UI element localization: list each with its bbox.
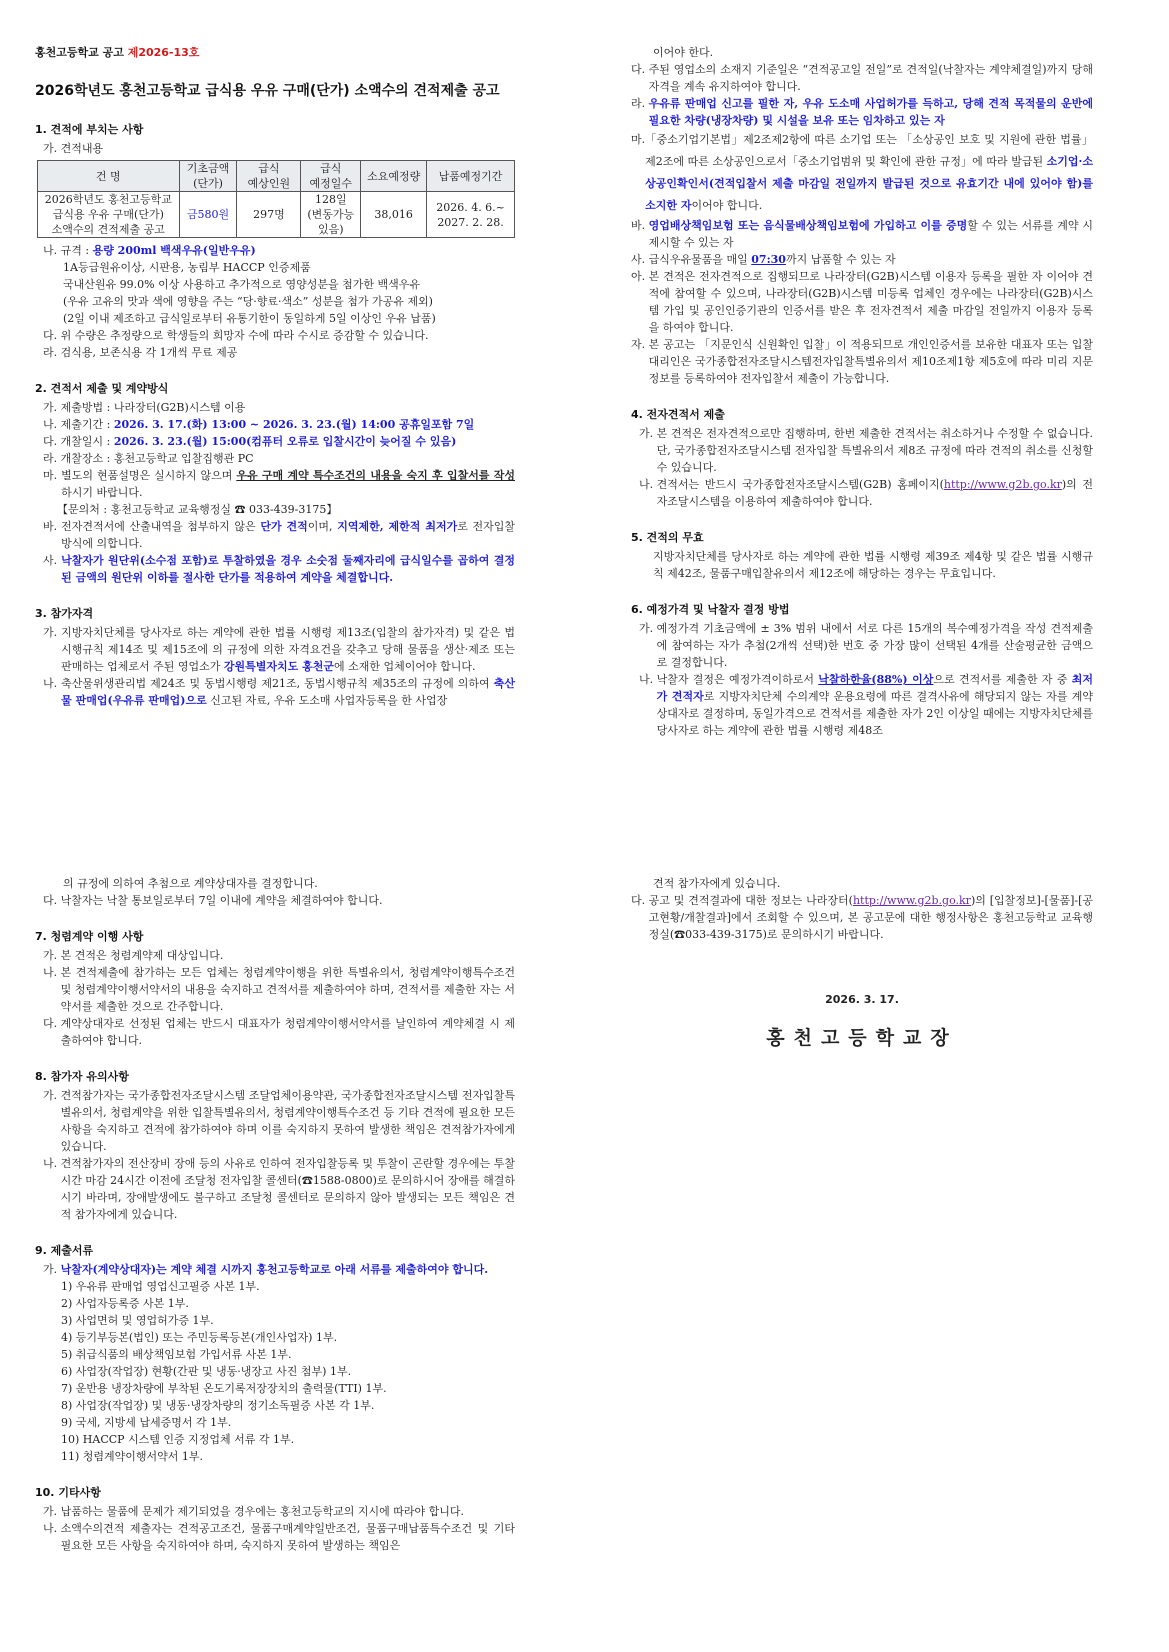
page1-left-column	[35, 44, 515, 709]
list-item: 11) 청렴계약이행서약서 1부.	[61, 1450, 204, 1463]
list-item: 6) 사업장(작업장) 현황(간판 및 냉동·냉장고 사진 첨부) 1부.	[61, 1365, 352, 1378]
s5-text: 지방자치단체를 당사자로 하는 계약에 관한 법률 시행령 제39조 제4항 및 같은 법률 시행규칙 제42조, 물품구매입찰유의서 제12조에 해당하는 경우는 무효입니다.	[653, 550, 1093, 580]
s3-ma-1: 「중소기업기본법」제2조제2항에 따른 소기업 또는 「소상공인 보호 및 지원에 관한 법률」제2조에 따른 소상공인으로서「중소기업범위 및 확인에 관한 규정」에 따라 발급된	[645, 133, 1093, 168]
s2-sa-text: 낙찰자가 원단위(소수점 포함)로 투찰하였을 경우 소숫점 둘째자리에 급식일수를 곱하여 결정된 금액의 원단위 이하를 절사한 단가를 적용하여 계약을 체결합니다.	[61, 554, 515, 584]
s10-na-text: 소액수의견적 제출자는 견적공고조건, 물품구매계약일반조건, 물품구매납품특수조건 및 기타 필요한 모든 사항을 숙지하여야 하며, 숙지하지 못하여 발생하는 책임은	[60, 1522, 515, 1552]
opening-datetime: 2026. 3. 23.(월) 15:00(컴퓨터 오류로 입찰시간이 늦어질 수 있음)	[113, 435, 457, 448]
s7-da: 다. 계약상대자로 선정된 업체는 반드시 대표자가 청렴계약이행서약서를 날인하여 계약체결 시 제출하여야 합니다.	[43, 1017, 515, 1047]
s10-na: 나. 소액수의견적 제출자는 견적공고조건, 물품구매계약일반조건, 물품구매납품특수조건 및 기타 필요한 모든 사항을 숙지하여야 하며, 숙지하지 못하여 발생하는 책임은	[43, 1522, 515, 1552]
s10-da: 다. 공고 및 견적결과에 대한 정보는 나라장터(http://www.g2b.go.kr)의 [입찰정보]-[물품]-[공고현황/개찰결과]에서 조회할 수 있으며, 본 공고문에 대한 행정사항은 홍천고등학교 교육행정실(☎033-439-3175)로 문의하시기 바랍니다.	[631, 894, 1094, 941]
s1-ra: 라. 검식용, 보존식용 각 1개씩 무료 제공	[43, 346, 238, 359]
s3-ga-3: 에 소재한 업체이어야 합니다.	[333, 660, 476, 673]
estimate-table-header	[38, 161, 515, 192]
s6-na-cont: 의 규정에 의하여 추첨으로 계약상대자를 결정합니다.	[63, 877, 318, 890]
s3-ma-3: 이어야 합니다.	[691, 199, 763, 212]
td-period: 2026. 4. 6.~ 2027. 2. 28.	[427, 192, 515, 238]
th-days: 급식 예정일수	[301, 161, 361, 192]
section-3-heading: 3. 참가자격	[35, 607, 94, 620]
s9-ga-text: 낙찰자(계약상대자)는 계약 체결 시까지 홍천고등학교로 아래 서류를 제출하여야 합니다.	[60, 1263, 489, 1276]
s3-ra-text: 우유류 판매업 신고를 필한 자, 우유 도소매 사업허가를 득하고, 당해 견적 목적물의 운반에 필요한 차량(냉장차량) 및 시설을 보유 또는 임차하고 있는 자	[648, 97, 1093, 127]
s4-ga-text: 본 견적은 전자견적으로만 집행하며, 한번 제출한 견적서는 취소하거나 수정할 수 없습니다. 단, 국가종합전자조달시스템 전자입찰 특별유의서 제8조 규정에 따라 견적의 취소를 신청할 수 있습니다.	[656, 427, 1093, 474]
s2-ma-mark: 마.	[43, 469, 58, 482]
signoff-date: 2026. 3. 17.	[825, 993, 899, 1006]
s2-na	[35, 416, 515, 433]
section-4-heading: 4. 전자견적서 제출	[631, 408, 725, 421]
s3-da: 다. 주된 영업소의 소재지 기준일은 “견적공고일 전일”로 견적일(낙찰자는 계약체결일)까지 당해자격을 계속 유지하여야 합니다.	[631, 63, 1093, 93]
s4-na-2: )의 전자조달시스템을 이용하여 제출하여야 합니다.	[656, 478, 1093, 508]
section-7-heading: 7. 청렴계약 이행 사항	[35, 930, 144, 943]
s2-ma-1: 별도의 현품설명은 실시하지 않으며	[61, 469, 237, 482]
s1-na-prefix: 나. 규격 :	[43, 244, 93, 257]
s7-na-text: 본 견적제출에 참가하는 모든 업체는 청렴계약이행을 위한 특별유의서, 청렴계약이행특수조건 및 청렴계약이행서약서의 내용을 숙지하고 견적서를 제출하여야 하며, 견적서를 제출한 자는 서약서를 제출한 것으로 간주합니다.	[60, 966, 515, 1013]
s2-ma-2: 우유 구매 계약 특수조건의 내용을 숙지 후 입찰서를 작성	[236, 469, 515, 482]
list-item: 8) 사업장(작업장) 및 냉동·냉장차량의 정기소독필증 사본 각 1부.	[61, 1399, 375, 1412]
list-item: 4) 등기부등본(법인) 또는 주민등록등본(개인사업자) 1부.	[61, 1331, 338, 1344]
section-8-heading: 8. 참가자 유의사항	[35, 1070, 129, 1083]
td-headcount: 297명	[237, 192, 301, 238]
th-base-price: 기초금액 (단가)	[179, 161, 237, 192]
s2-ba-1: 전자견적서에 산출내역을 첨부하지 않은	[61, 520, 261, 533]
s2-ba-4: 지역제한, 제한적 최저가	[337, 520, 458, 533]
s6-na-3: 으로 견적서를 제출한 자 중	[933, 673, 1072, 686]
list-item: 7) 운반용 냉장차량에 부착된 온도기록저장장치의 출력물(TTI) 1부.	[61, 1382, 387, 1395]
g2b-link[interactable]: http://www.g2b.go.kr	[943, 478, 1062, 491]
s2-sa	[35, 552, 515, 586]
s2-ba-3: 이며,	[307, 520, 338, 533]
s3-sa-3: 까지 납품할 수 있는 자	[785, 253, 896, 266]
g2b-link[interactable]: http://www.g2b.go.kr	[852, 894, 971, 907]
s2-ra: 라. 개찰장소 : 홍천고등학교 입찰집행관 PC	[43, 452, 254, 465]
td-base-price: 금580원	[179, 192, 237, 238]
submission-period: 2026. 3. 17.(화) 13:00 ~ 2026. 3. 23.(월) 14:00 공휴일포함 7일	[113, 418, 475, 431]
s3-sa: 사. 급식우유물품을 매일 07:30까지 납품할 수 있는 자	[631, 253, 896, 266]
th-headcount: 급식 예상인원	[237, 161, 301, 192]
s2-ma	[35, 467, 515, 501]
th-quantity: 소요예정량	[361, 161, 427, 192]
list-item: 9) 국세, 지방세 납세증명서 각 1부.	[61, 1416, 232, 1429]
s3-na-1: 축산물위생관리법 제24조 및 동법시행령 제21조, 동법시행규칙 제35조의 규정에 의하여	[61, 677, 494, 690]
s8-na-text: 견적참가자의 전산장비 장애 등의 사유로 인하여 전자입찰등록 및 투찰이 곤란할 경우에는 투찰시간 마감 24시간 이전에 조달청 전자입찰 콜센터(☎1588-0800)로 문의하시어 장애를 해결하시기 바라며, 장애발생에도 불구하고 조달청 콜센터로 문의하지 않아 발생되는 모든 책임은 견적 참가자에게 있습니다.	[60, 1157, 515, 1221]
s1-na-line-1: 1A등급원유이상, 시판용, 농림부 HACCP 인증제품	[63, 261, 311, 274]
s3-na-mark: 나.	[43, 677, 58, 690]
s8-ga-text: 견적참가자는 국가종합전자조달시스템 조달업체이용약관, 국가종합전자조달시스템 전자입찰특별유의서, 청렴계약을 위한 입찰특별유의서, 청렴계약이행특수조건 등 기타 견적에 필요한 모든 사항을 숙지하고 견적에 참가하여야 하며 이를 숙지하지 못하여 발생한 책임은 견적참가자에게 있습니다.	[60, 1089, 515, 1153]
s6-na-5: 로 지방자치단체 수의계약 운용요령에 따른 결격사유에 해당되지 않는 자를 계약상대자로 결정하며, 동일가격으로 견적서를 제출한 자가 2인 이상일 때에는 지방자치단체를 당사자로 하는 계약에 관한 법률 시행령 제48조	[656, 690, 1093, 737]
s3-na-2: 축산물 판매업(우유류 판매업)으로	[61, 677, 515, 707]
s3-na-cont: 이어야 한다.	[653, 46, 714, 59]
list-item: 5) 취급식품의 배상책임보험 가입서류 사본 1부.	[61, 1348, 292, 1361]
document-list	[35, 1278, 515, 1465]
delivery-time: 07:30	[751, 253, 786, 266]
section-5-heading: 5. 견적의 무효	[631, 531, 704, 544]
s7-ga: 가. 본 견적은 청렴계약제 대상입니다.	[35, 947, 515, 964]
s2-ga: 가. 제출방법 : 나라장터(G2B)시스템 이용	[43, 401, 246, 414]
page2-right-column	[631, 875, 1093, 1047]
list-item: 3) 사업면허 및 영업허가증 1부.	[61, 1314, 214, 1327]
s1-na	[35, 242, 515, 259]
s10-da-2: )의 [입찰정보]-[물품]-[공고현황/개찰결과]에서 조회할 수 있으며, 본 공고문에 대한 행정사항은 홍천고등학교 교육행정실(☎033-439-3175)로 문의하시기 바랍니다.	[648, 894, 1094, 941]
signoff-principal: 홍천고등학교장	[766, 1027, 958, 1049]
s6-da: 다. 낙찰자는 낙찰 통보일로부터 7일 이내에 계약을 체결하여야 합니다.	[43, 894, 383, 907]
s2-sa-mark: 사.	[43, 554, 58, 567]
lowest-bidder: 최저가 견적자	[656, 673, 1093, 703]
milk-spec: 용량 200ml 백색우유(일반우유)	[92, 244, 256, 257]
s2-da	[35, 433, 515, 450]
page2-left-column	[35, 875, 515, 1554]
td-days: 128일 (변동가능 있음)	[301, 192, 361, 238]
s3-sa-1: 급식우유물품을 매일	[648, 253, 752, 266]
s10-na-cont: 견적 참가자에게 있습니다.	[653, 877, 781, 890]
list-item: 1) 우유류 판매업 영업신고필증 사본 1부.	[61, 1280, 260, 1293]
s7-na: 나. 본 견적제출에 참가하는 모든 업체는 청렴계약이행을 위한 특별유의서, 청렴계약이행특수조건 및 청렴계약이행서약서의 내용을 숙지하고 견적서를 제출하여야 하며, 견적서를 제출한 자는 서약서를 제출한 것으로 간주합니다.	[43, 966, 515, 1013]
s3-a-text: 본 견적은 전자견적으로 집행되므로 나라장터(G2B)시스템 이용자 등록을 필한 자 이어야 견적에 참여할 수 있으며, 나라장터(G2B)시스템 미등록 업체인 경우에는 나라장터(G2B)시스템 가입 및 공인인증기관의 인증서를 받은 후 전자견적서 제출 마감일 전일까지 이용자 등록을 하여야 합니다.	[648, 270, 1093, 334]
s2-na-prefix: 나. 제출기간 :	[43, 418, 114, 431]
td-quantity: 38,016	[361, 192, 427, 238]
s3-ba-1: 영업배상책임보험 또는 음식물배상책임보험에 가입하고 이를 증명	[648, 219, 968, 232]
s3-ja-text: 본 공고는 「지문인식 신원확인 입찰」이 적용되므로 개인인증서를 보유한 대표자 또는 입찰대리인은 국가종합전자조달시스템전자입찰특별유의서 제10조제1항 제5호에 따라 미리 지문정보를 등록하여야 전자입찰서 제출이 가능합니다.	[648, 338, 1093, 385]
s8-ga: 가. 견적참가자는 국가종합전자조달시스템 조달업체이용약관, 국가종합전자조달시스템 전자입찰특별유의서, 청렴계약을 위한 입찰특별유의서, 청렴계약이행특수조건 등 기타 견적에 필요한 모든 사항을 숙지하고 견적에 참가하여야 하며 이를 숙지하지 못하여 발생한 책임은 견적참가자에게 있습니다.	[43, 1089, 515, 1153]
s1-na-line-2: 국내산원유 99.0% 이상 사용하고 추가적으로 영양성분을 첨가한 백색우유	[63, 278, 420, 291]
section-9-heading: 9. 제출서류	[35, 1244, 94, 1257]
s2-da-prefix: 다. 개찰일시 :	[43, 435, 114, 448]
section-10-heading: 10. 기타사항	[35, 1486, 101, 1499]
s4-na: 나. 견적서는 반드시 국가종합전자조달시스템(G2B) 홈페이지(http://www.g2b.go.kr)의 전자조달시스템을 이용하여 제출하여야 합니다.	[639, 478, 1093, 508]
s3-ma: 마. 「중소기업기본법」제2조제2항에 따른 소기업 또는 「소상공인 보호 및 지원에 관한 법률」제2조에 따른 소상공인으로서「중소기업범위 및 확인에 관한 규정」에 따라 발급된 소기업·소상공인확인서(견적입찰서 제출 마감일 전일까지 발급된 것으로 유효기간 내에 있어야 함)를 소지한 자이어야 합니다.	[631, 133, 1093, 212]
lower-limit-rate: 낙찰하한율(88%) 이상	[818, 673, 934, 686]
s2-ba	[35, 518, 515, 552]
s3-ga-1: 지방자치단체를 당사자로 하는 계약에 관한 법률 시행령 제13조(입찰의 참가자격) 및 같은 법 시행규칙 제14조 및 제15조에 의 규정에 의한 자격요건을 갖추고 당해 물품을 생산·제조 또는 판매하는 업체로서 주된 영업소가	[61, 626, 515, 673]
s4-ga: 가. 본 견적은 전자견적으로만 집행하며, 한번 제출한 견적서는 취소하거나 수정할 수 없습니다. 단, 국가종합전자조달시스템 전자입찰 특별유의서 제8조 규정에 따라 견적의 취소를 신청할 수 있습니다.	[639, 427, 1093, 474]
s9-ga: 가. 낙찰자(계약상대자)는 계약 체결 시까지 홍천고등학교로 아래 서류를 제출하여야 합니다.	[35, 1261, 515, 1278]
s6-ga: 가. 예정가격 기초금액에 ± 3% 범위 내에서 서로 다른 15개의 복수예정가격을 작성 견적제출에 참여하는 자가 추첨(2개씩 선택)한 번호 중 가장 많이 선택된 4개를 산술평균한 금액으로 결정합니다.	[639, 622, 1093, 669]
s10-da-1: 공고 및 견적결과에 대한 정보는 나라장터(	[648, 894, 853, 907]
s2-contact: 【문의처 : 홍천고등학교 교육행정실 ☎ 033-439-3175】	[57, 503, 338, 516]
s7-da-text: 계약상대자로 선정된 업체는 반드시 대표자가 청렴계약이행서약서를 날인하여 계약체결 시 제출하여야 합니다.	[60, 1017, 515, 1047]
s10-ga: 가. 납품하는 물품에 문제가 제기되었을 경우에는 홍천고등학교의 지시에 따라야 합니다.	[35, 1503, 515, 1520]
td-name: 2026학년도 홍천고등학교 급식용 우유 구매(단가) 소액수의 견적제출 공고	[38, 192, 180, 238]
section-6-heading: 6. 예정가격 및 낙찰자 결정 방법	[631, 603, 790, 616]
s3-ga-region: 강원특별자치도 홍천군	[223, 660, 334, 673]
list-item: 10) HACCP 시스템 인증 지정업체 서류 각 1부.	[61, 1433, 295, 1446]
s3-ma-2: 소기업·소상공인확인서(견적입찰서 제출 마감일 전일까지 발급된 것으로 유효기간 내에 있어야 함)를 소지한 자	[645, 155, 1093, 212]
s2-ba-mark: 바.	[43, 520, 58, 533]
s3-ba: 바. 영업배상책임보험 또는 음식물배상책임보험에 가입하고 이를 증명할 수 있는 서류를 계약 시 제시할 수 있는 자	[631, 219, 1093, 249]
s8-na: 나. 견적참가자의 전산장비 장애 등의 사유로 인하여 전자입찰등록 및 투찰이 곤란할 경우에는 투찰시간 마감 24시간 이전에 조달청 전자입찰 콜센터(☎1588-0800)로 문의하시어 장애를 해결하시기 바라며, 장애발생에도 불구하고 조달청 콜센터로 문의하지 않아 발생되는 모든 책임은 견적 참가자에게 있습니다.	[43, 1157, 515, 1221]
notice-header	[35, 44, 515, 61]
page1-right-column	[631, 44, 1093, 739]
notice-title: 2026학년도 홍천고등학교 급식용 우유 구매(단가) 소액수의 견적제출 공고	[35, 83, 500, 99]
s10-ga-text: 납품하는 물품에 문제가 제기되었을 경우에는 홍천고등학교의 지시에 따라야 합니다.	[60, 1505, 465, 1518]
table-row	[38, 192, 515, 238]
s3-ja: 자. 본 공고는 「지문인식 신원확인 입찰」이 적용되므로 개인인증서를 보유한 대표자 또는 입찰대리인은 국가종합전자조달시스템전자입찰특별유의서 제10조제1항 제5호에 따라 미리 지문정보를 등록하여야 전자입찰서 제출이 가능합니다.	[631, 338, 1093, 385]
s7-ga-text: 본 견적은 청렴계약제 대상입니다.	[60, 949, 224, 962]
s3-na-3: 신고된 자료, 우유 도소매 사업자등록을 한 사업장	[206, 694, 448, 707]
s2-ma-3: 하시기 바랍니다.	[61, 486, 143, 499]
list-item: 2) 사업자등록증 사본 1부.	[61, 1297, 189, 1310]
th-period: 납품예정기간	[427, 161, 515, 192]
s6-ga-text: 예정가격 기초금액에 ± 3% 범위 내에서 서로 다른 15개의 복수예정가격을 작성 견적제출에 참여하는 자가 추첨(2개씩 선택)한 번호 중 가장 많이 선택된 4개를 산술평균한 금액으로 결정합니다.	[656, 622, 1093, 669]
s2-ba-2: 단가 견적	[260, 520, 308, 533]
s1-da: 다. 위 수량은 추정량으로 학생들의 희망자 수에 따라 수시로 증감할 수 있습니다.	[43, 329, 429, 342]
s6-na: 나. 낙찰자 결정은 예정가격이하로서 낙찰하한율(88%) 이상으로 견적서를 제출한 자 중 최저가 견적자로 지방자치단체 수의계약 운용요령에 따른 결격사유에 해당되지 않는 자를 계약상대자로 결정하며, 동일가격으로 견적서를 제출한 자가 2인 이상일 때에는 지방자치단체를 당사자로 하는 계약에 관한 법률 시행령 제48조	[639, 673, 1093, 737]
estimate-table	[37, 160, 515, 238]
s1-na-line-3: (우유 고유의 맛과 색에 영향을 주는 “당·향료·색소” 성분을 첨가 가공유 제외)	[63, 295, 433, 308]
s3-ra: 라. 우유류 판매업 신고를 필한 자, 우유 도소매 사업허가를 득하고, 당해 견적 목적물의 운반에 필요한 차량(냉장차량) 및 시설을 보유 또는 임차하고 있는 자	[631, 97, 1093, 127]
s3-ga	[35, 624, 515, 675]
section-1-heading: 1. 견적에 부치는 사항	[35, 123, 144, 136]
s3-da-text: 주된 영업소의 소재지 기준일은 “견적공고일 전일”로 견적일(낙찰자는 계약체결일)까지 당해자격을 계속 유지하여야 합니다.	[648, 63, 1093, 93]
section-2-heading: 2. 견적서 제출 및 계약방식	[35, 382, 169, 395]
s4-na-1: 견적서는 반드시 국가종합전자조달시스템(G2B) 홈페이지(	[656, 478, 944, 491]
notice-number: 제2026-13호	[127, 46, 200, 59]
s2-ba-5: 로 전자입찰 방식에 의합니다.	[61, 520, 515, 550]
s6-na-1: 낙찰자 결정은 예정가격이하로서	[656, 673, 819, 686]
s3-a: 아. 본 견적은 전자견적으로 집행되므로 나라장터(G2B)시스템 이용자 등록을 필한 자 이어야 견적에 참여할 수 있으며, 나라장터(G2B)시스템 미등록 업체인 경우에는 나라장터(G2B)시스템 가입 및 공인인증기관의 인증서를 받은 후 전자견적서 제출 마감일 전일까지 이용자 등록을 하여야 합니다.	[631, 270, 1093, 334]
school-notice-label: 홍천고등학교 공고	[35, 46, 124, 59]
s1-ga: 가. 견적내용	[43, 142, 104, 155]
s3-ba-2: 할 수 있는 서류를 계약 시 제시할 수 있는 자	[648, 219, 1093, 249]
s3-ga-mark: 가.	[43, 626, 58, 639]
th-name: 건 명	[38, 161, 180, 192]
s1-na-line-4: (2일 이내 제조하고 급식일로부터 유통기한이 동일하게 5일 이상인 우유 납품)	[63, 312, 436, 325]
s3-na	[35, 675, 515, 709]
